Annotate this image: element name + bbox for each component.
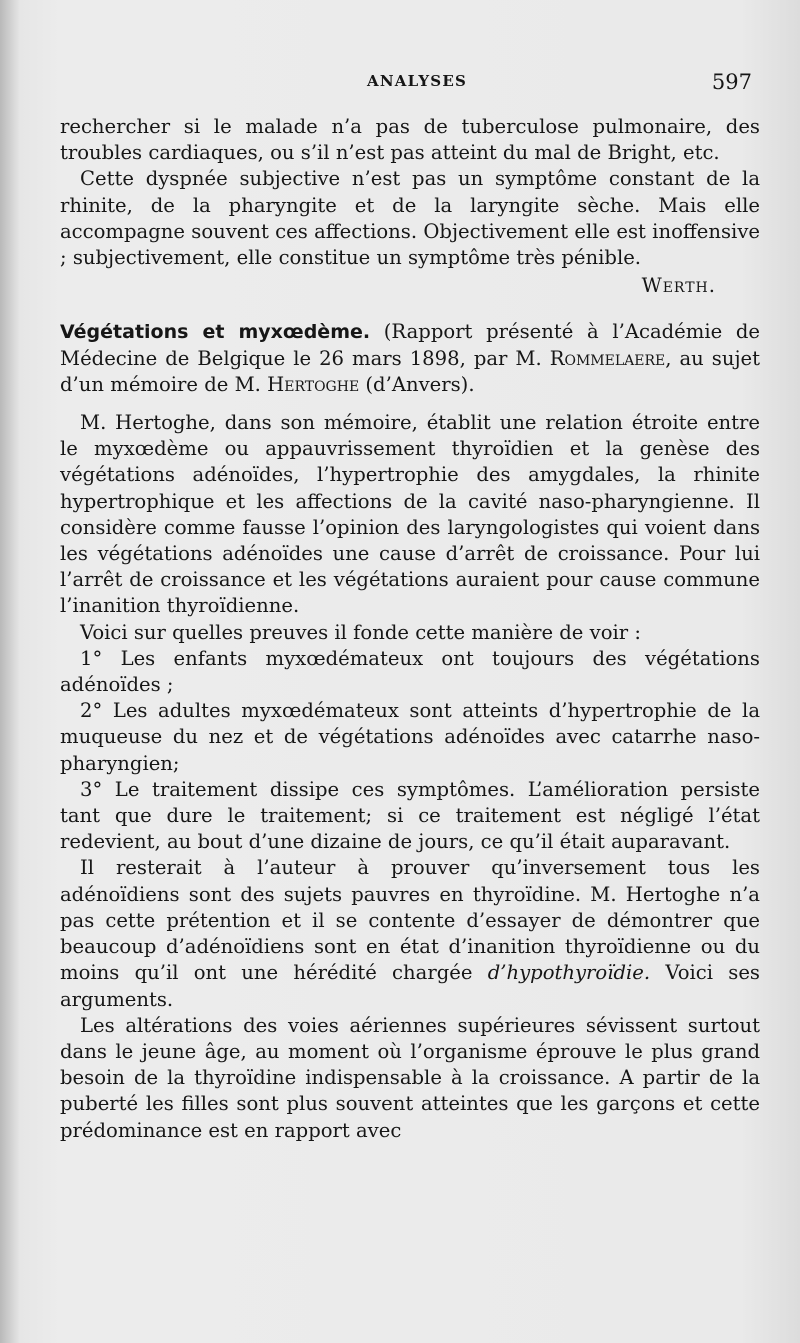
paragraph: Les altérations des voies aériennes supérieures sévissent surtout dans le jeune âge, au moment où l’organisme éprouve le plus grand besoin de la thyroïdine indispensable à la croissance. A partir de la puberté les filles sont plus souvent atteintes que les garçons et cette prédominance est en rapport avec (60, 1013, 760, 1142)
article-intro: (Rapport présenté à l’Académie de Médecine de Belgique le 26 mars 1898, par M. (60, 320, 761, 370)
author-name-rommelaere: Rommelaere (549, 346, 666, 370)
author-name-hertoghe: Hertoghe (267, 372, 360, 396)
paragraph-text-end: Voici ses arguments. (60, 961, 760, 1011)
paragraph: Voici sur quelles preuves il fonde cette manière de voir : (80, 620, 641, 644)
author-signature: Werth. (641, 274, 716, 298)
article-heading (60, 319, 760, 398)
page-body (60, 114, 760, 1144)
italic-term: d’hypothyroïdie. (487, 961, 651, 985)
article-title: Végétations et myxœdème. (60, 321, 371, 344)
list-item: 3° Le traitement dissipe ces symptômes. L’amélioration persiste tant que dure le traitement; si ce traitement est négligé l’état redevient, au bout d’une dizaine de jours, ce qu’il était auparavant. (60, 777, 760, 854)
paragraph: rechercher si le malade n’a pas de tuberculose pulmonaire, des troubles cardiaques, ou s’il n’est pas atteint du mal de Bright, etc. (60, 115, 760, 165)
article-intro-middle: , au sujet d’un mémoire de M. (60, 346, 760, 396)
page-number: 597 (711, 70, 752, 94)
running-title: ANALYSES (367, 72, 467, 90)
list-item: 2° Les adultes myxœdémateux sont atteints d’hypertrophie de la muqueuse du nez et de végétations adénoïdes avec catarrhe naso-pharyngien; (60, 699, 760, 775)
paragraph: Cette dyspnée subjective n’est pas un symptôme constant de la rhinite, de la pharyngite et de la laryngite sèche. Mais elle accompagne souvent ces affections. Objectivement elle est inoffensive ; subjectivement, elle constitue un symptôme très pénible. (60, 167, 760, 270)
paragraph-text: Il resterait à l’auteur à prouver qu’inversement tous les adénoïdiens sont des sujets pauvres en thyroïdine. M. Hertoghe n’a pas cette prétention et il se contente d’essayer de démontrer que beaucoup d’adénoïdiens sont en état d’inanition thyroïdienne ou du moins qu’il ont une hérédité chargée (60, 856, 760, 985)
paragraph: M. Hertoghe, dans son mémoire, établit une relation étroite entre le myxœdème ou appauvrissement thyroïdien et la genèse des végétations adénoïdes, l’hypertrophie des amygdales, la rhinite hypertrophique et les affections de la cavité naso-pharyngienne. Il considère comme fausse l’opinion des laryngologistes qui voient dans les végétations adénoïdes une cause d’arrêt de croissance. Pour lui l’arrêt de croissance et les végétations auraient pour cause commune l’inanition thyroïdienne. (60, 411, 760, 618)
article-intro-end: (d’Anvers). (365, 372, 475, 396)
list-item: 1° Les enfants myxœdémateux ont toujours des végétations adénoïdes ; (60, 646, 760, 697)
paragraph (60, 855, 760, 1012)
